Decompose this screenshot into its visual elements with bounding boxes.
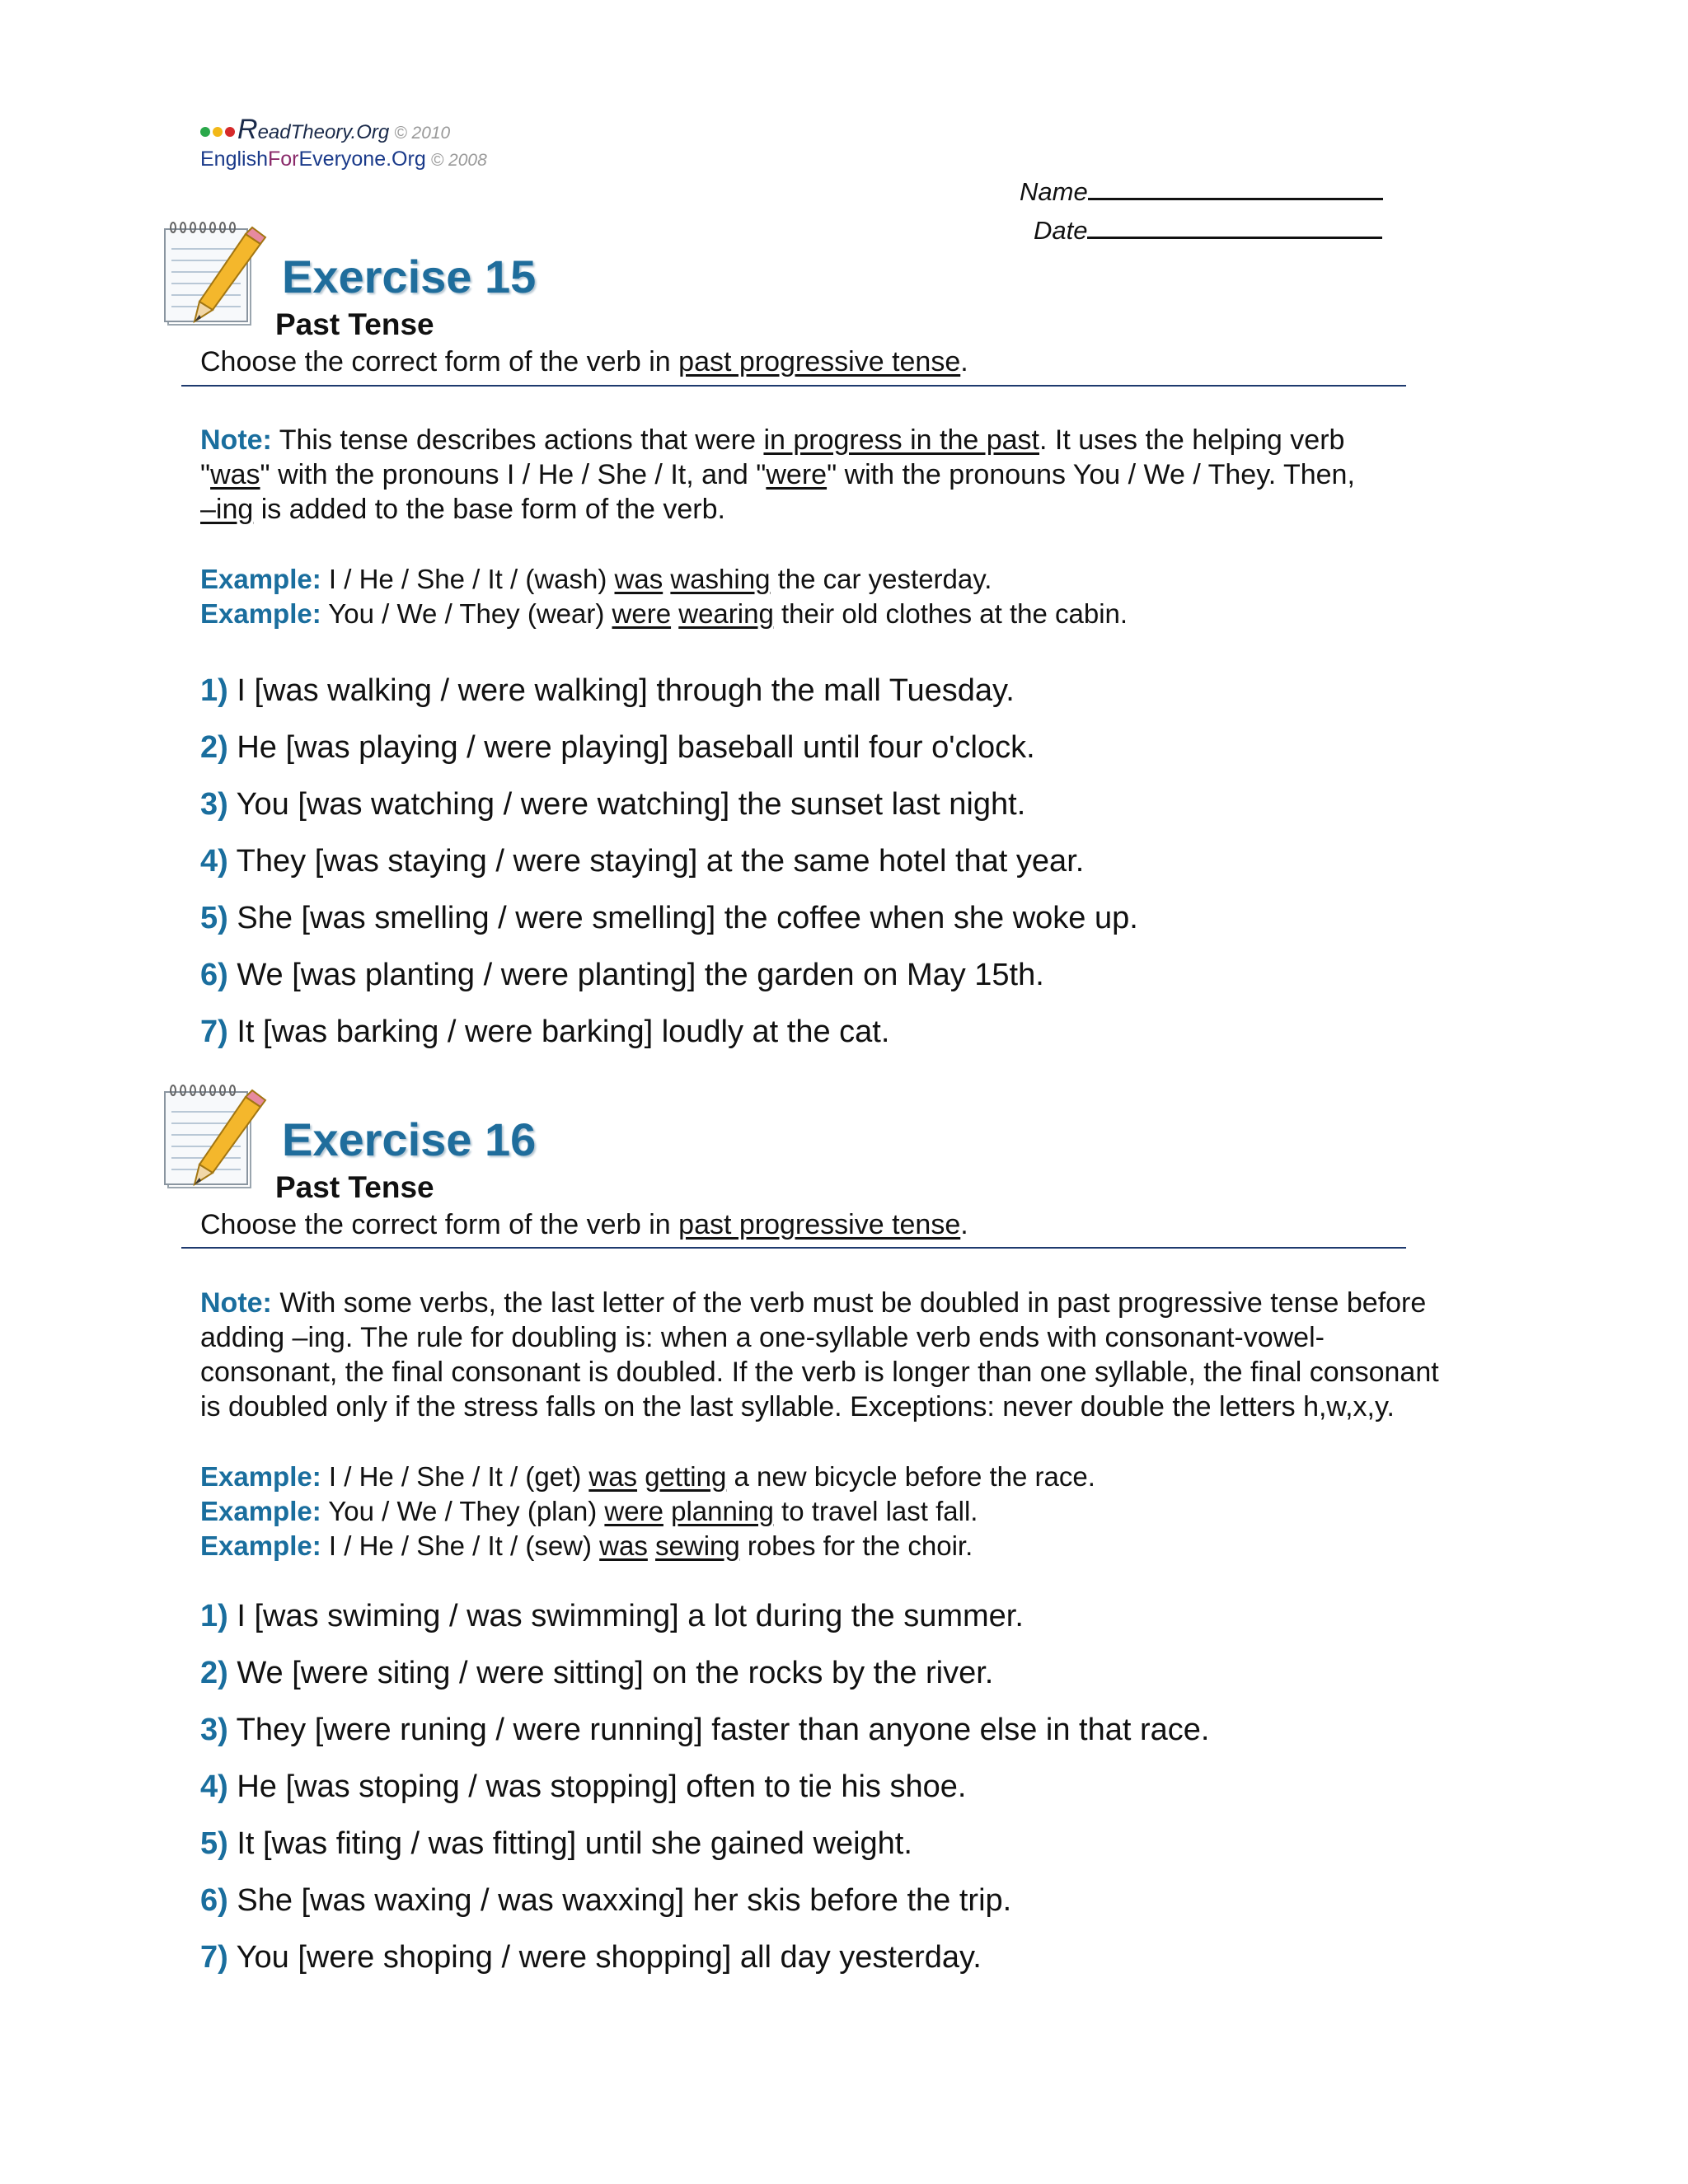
exercise-16-title: Exercise 16 [282, 1113, 537, 1165]
readtheory-copyright: © 2010 [394, 124, 451, 143]
exercise-16-question-4: 4) He [was stoping / was stopping] often to tie his shoe. [200, 1769, 967, 1804]
exercise-15-title: Exercise 15 [282, 251, 537, 302]
date-line [1087, 233, 1382, 239]
past-progressive-link: past progressive tense [678, 346, 961, 377]
exercise-15-question-5: 5) She [was smelling / were smelling] the coffee when she woke up. [200, 901, 1138, 935]
example-line: Example: You / We / They (plan) were planning to travel last fall. [200, 1496, 978, 1526]
date-field[interactable] [1034, 216, 1382, 246]
efe-part1: English [200, 148, 268, 171]
exercise-16-question-1: 1) I [was swiming / was swimming] a lot during the summer. [200, 1599, 1024, 1633]
exercise-15-question-6: 6) We [was planting / were planting] the garden on May 15th. [200, 958, 1044, 992]
exercise-15-subtitle: Past Tense [275, 307, 434, 341]
exercise-16-note: Note: With some verbs, the last letter of the verb must be doubled in past progressive tense before adding –ing. The rule for doubling is: when a one-syllable verb ends with consonant-vowel- consonant, the final consonant is doubled. If the verb is longer than one syllable, the final consonant is doubled only if the stress falls on the last syllable. Exceptions: never double the letters h,w,x,y. [200, 1287, 1439, 1422]
exercise-15-question-7: 7) It [was barking / were barking] loudly at the cat. [200, 1015, 890, 1049]
example-line: Example: I / He / She / It / (get) was getting a new bicycle before the race. [200, 1461, 1095, 1492]
exercise-16-question-6: 6) She [was waxing / was waxxing] her skis before the trip. [200, 1883, 1012, 1918]
exercise-16-examples [200, 1460, 1095, 1563]
exercise-16-question-2: 2) We [were siting / were sitting] on the rocks by the river. [200, 1656, 994, 1690]
date-label: Date [1034, 216, 1088, 245]
exercise-15-note: Note: This tense describes actions that were in progress in the past. It uses the helping verb "was" with the pronouns I / He / She / It, and "were" with the pronouns You / We / They. Then, –ing is added to the base form of the verb. [200, 424, 1355, 525]
example-line: Example: I / He / She / It / (sew) was sewing robes for the choir. [200, 1530, 973, 1561]
exercise-16-question-7: 7) You [were shoping / were shopping] all day yesterday. [200, 1940, 982, 1975]
exercise-15-question-3: 3) You [was watching / were watching] the sunset last night. [200, 787, 1026, 822]
name-line [1088, 194, 1383, 200]
yellow-dot-icon [213, 127, 223, 137]
readtheory-r: R [237, 114, 258, 145]
exercise-16-instruction: Choose the correct form of the verb in past progressive tense. [200, 1209, 968, 1240]
exercise-15-instruction: Choose the correct form of the verb in past progressive tense. [200, 346, 968, 377]
readtheory-brand [200, 114, 450, 146]
example-line: Example: You / We / They (wear) were wearing their old clothes at the cabin. [200, 598, 1128, 629]
exercise-15-examples [200, 562, 1128, 631]
name-label: Name [1020, 177, 1088, 206]
efe-brand [200, 148, 487, 171]
example-line: Example: I / He / She / It / (wash) was washing the car yesterday. [200, 564, 992, 594]
efe-part3: Everyone.Org [298, 148, 426, 171]
section-divider [181, 385, 1406, 387]
green-dot-icon [200, 127, 210, 137]
exercise-15-question-2: 2) He [was playing / were playing] baseball until four o'clock. [200, 730, 1035, 765]
exercise-16-question-5: 5) It [was fiting / was fitting] until she gained weight. [200, 1826, 912, 1861]
past-progressive-link: past progressive tense [678, 1209, 961, 1240]
red-dot-icon [225, 127, 235, 137]
efe-copyright: © 2008 [430, 151, 487, 170]
name-field[interactable] [1020, 177, 1383, 207]
readtheory-name: eadTheory.Org [257, 121, 390, 143]
notepad-pencil-icon [162, 221, 269, 332]
efe-part2: For [268, 148, 299, 171]
section-divider [181, 1247, 1406, 1249]
exercise-16-subtitle: Past Tense [275, 1170, 434, 1204]
exercise-15-question-4: 4) They [was staying / were staying] at the same hotel that year. [200, 844, 1085, 879]
notepad-pencil-icon [162, 1084, 269, 1195]
exercise-16-question-3: 3) They [were runing / were running] faster than anyone else in that race. [200, 1713, 1210, 1747]
exercise-15-question-1: 1) I [was walking / were walking] through the mall Tuesday. [200, 673, 1015, 708]
